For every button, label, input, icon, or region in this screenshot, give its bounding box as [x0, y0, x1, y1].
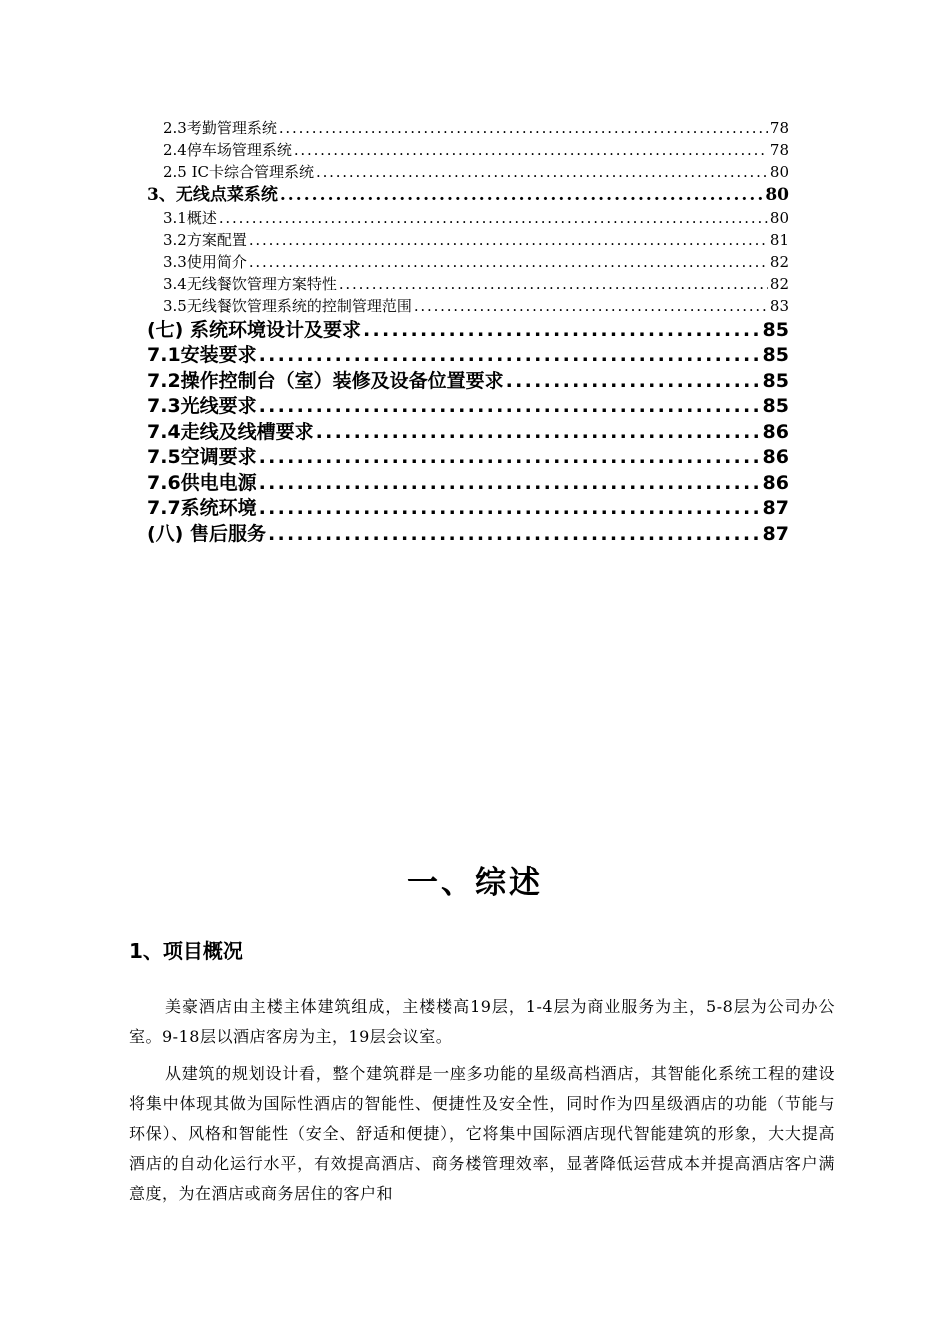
toc-leader-dots: [280, 183, 763, 207]
toc-entry-title: 7.1安装要求: [147, 344, 257, 366]
toc-entry-page: 86: [762, 446, 789, 468]
toc-entry-page: 87: [762, 497, 789, 519]
toc-entry-title: 3.5无线餐饮管理系统的控制管理范围: [163, 297, 412, 315]
toc-entry-page: 85: [762, 344, 789, 366]
toc-entry-title: 7.5空调要求: [147, 446, 257, 468]
body-paragraph-2: 从建筑的规划设计看，整个建筑群是一座多功能的星级高档酒店，其智能化系统工程的建设将集中体现其做为国际性酒店的智能性、便捷性及安全性，同时作为四星级酒店的功能（节能与环保）、风格和智能性（安全、舒适和便捷），它将集中国际酒店现代智能建筑的形象，大大提高酒店的自动化运行水平，有效提高酒店、商务楼管理效率，显著降低运营成本并提高酒店客户满意度，为在酒店或商务居住的客户和: [129, 1064, 835, 1203]
toc-entry-7-1[interactable]: [147, 343, 789, 368]
toc-leader-dots: [249, 229, 768, 251]
toc-entry-page: 80: [765, 185, 789, 205]
toc-entry-7-5[interactable]: [147, 445, 789, 470]
toc-entry-7-7[interactable]: [147, 496, 789, 521]
toc-leader-dots: [414, 295, 768, 317]
toc-entry-page: 85: [762, 395, 789, 417]
toc-entry-title: 2.5 IC卡综合管理系统: [163, 163, 315, 181]
toc-entry-part-7[interactable]: [147, 318, 789, 343]
toc-entry-title: (八) 售后服务: [147, 523, 266, 545]
toc-entry-page: 85: [762, 370, 789, 392]
toc-leader-dots: [316, 161, 768, 183]
toc-entry-title: 7.4走线及线槽要求: [147, 421, 314, 443]
toc-entry-page: 87: [762, 523, 789, 545]
toc-entry-3-4[interactable]: [163, 273, 789, 295]
toc-entry-page: 86: [762, 421, 789, 443]
chapter-title: 一、综述: [407, 865, 543, 901]
toc-leader-dots: [249, 251, 768, 273]
toc-entry-page: 78: [769, 119, 789, 137]
body-paragraph-1: 美豪酒店由主楼主体建筑组成，主楼楼高19层，1-4层为商业服务为主，5-8层为公司办公室。9-18层以酒店客房为主，19层会议室。: [129, 997, 835, 1046]
toc-entry-title: 2.4停车场管理系统: [163, 141, 292, 159]
toc-leader-dots: [316, 420, 761, 445]
toc-leader-dots: [259, 496, 761, 521]
toc-entry-3[interactable]: [147, 183, 789, 207]
toc-leader-dots: [259, 471, 761, 496]
toc-entry-title: 7.7系统环境: [147, 497, 257, 519]
toc-entry-7-2[interactable]: [147, 369, 789, 394]
toc-entry-title: 7.6供电电源: [147, 472, 257, 494]
toc-entry-page: 82: [769, 253, 789, 271]
toc-leader-dots: [219, 207, 768, 229]
toc-entry-2-5[interactable]: [163, 161, 789, 183]
toc-entry-7-4[interactable]: [147, 420, 789, 445]
toc-entry-3-1[interactable]: [163, 207, 789, 229]
toc-leader-dots: [506, 369, 761, 394]
toc-leader-dots: [363, 318, 761, 343]
toc-entry-2-4[interactable]: [163, 139, 789, 161]
toc-entry-3-2[interactable]: [163, 229, 789, 251]
toc-leader-dots: [279, 117, 768, 139]
toc-entry-page: 85: [762, 319, 789, 341]
section-title: 1、项目概况: [129, 939, 243, 963]
toc-leader-dots: [294, 139, 768, 161]
toc-entry-title: 3.3使用简介: [163, 253, 247, 271]
toc-entry-7-6[interactable]: [147, 471, 789, 496]
toc-entry-title: 3.4无线餐饮管理方案特性: [163, 275, 337, 293]
toc-entry-page: 78: [769, 141, 789, 159]
toc-entry-3-3[interactable]: [163, 251, 789, 273]
toc-leader-dots: [259, 343, 761, 368]
toc-leader-dots: [339, 273, 768, 295]
toc-entry-7-3[interactable]: [147, 394, 789, 419]
toc-leader-dots: [259, 394, 761, 419]
toc-entry-part-8[interactable]: [147, 522, 789, 547]
toc-entry-title: 3.1概述: [163, 209, 217, 227]
toc-entry-page: 83: [769, 297, 789, 315]
toc-entry-page: 82: [769, 275, 789, 293]
toc-leader-dots: [268, 522, 761, 547]
toc-entry-title: 7.3光线要求: [147, 395, 257, 417]
toc-entry-title: 3、无线点菜系统: [147, 185, 278, 205]
toc-entry-page: 80: [769, 163, 789, 181]
toc-entry-page: 81: [769, 231, 789, 249]
toc-entry-page: 80: [769, 209, 789, 227]
toc-entry-title: 3.2方案配置: [163, 231, 247, 249]
toc-entry-page: 86: [762, 472, 789, 494]
toc-entry-title: (七) 系统环境设计及要求: [147, 319, 361, 341]
toc-entry-3-5[interactable]: [163, 295, 789, 317]
toc-entry-title: 7.2操作控制台（室）装修及设备位置要求: [147, 370, 504, 392]
toc-leader-dots: [259, 445, 761, 470]
toc-entry-2-3[interactable]: [163, 117, 789, 139]
toc-entry-title: 2.3考勤管理系统: [163, 119, 277, 137]
